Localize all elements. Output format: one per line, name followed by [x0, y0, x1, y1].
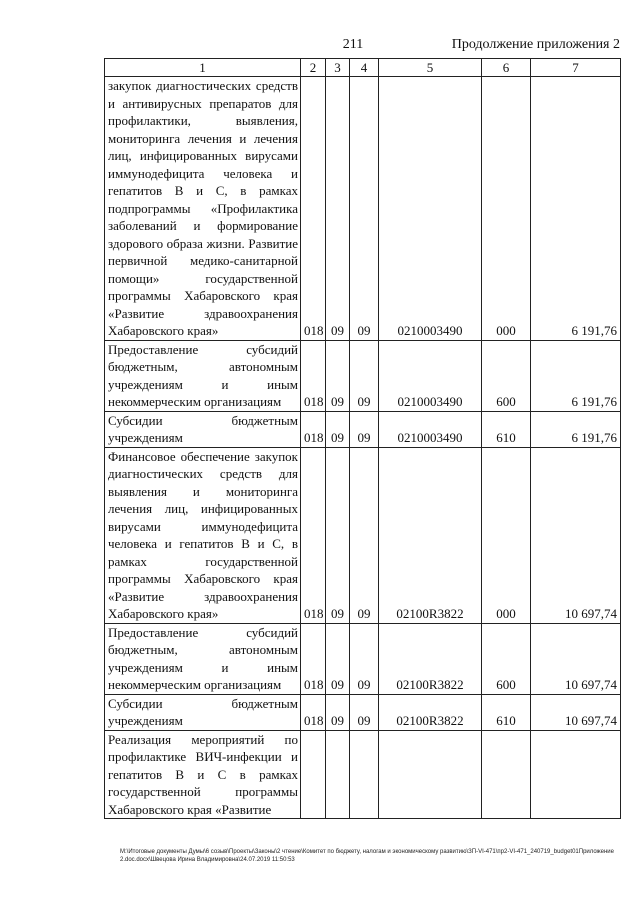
subsection-code: 09 — [350, 623, 379, 694]
page-number: 211 — [342, 37, 364, 52]
expense-type-code: 600 — [482, 623, 531, 694]
expense-type-code: 000 — [482, 77, 531, 341]
amount — [531, 730, 621, 819]
amount: 6 191,76 — [531, 411, 621, 447]
expense-type-code: 610 — [482, 411, 531, 447]
amount: 6 191,76 — [531, 77, 621, 341]
column-header: 3 — [326, 59, 350, 77]
target-article-code: 02100R3822 — [379, 694, 482, 730]
footer-file-path: M:\Итоговые документы Думы\6 созыв\Проекты\Законы\2 чтение\Комитет по бюджету, налогам и экономическому развитию\ЗП-VI-471\пр2-VI-471_240719_budget01Приложение 2.doc.docx\Швецова Ирина Владимировна\24.07.2019 11:50:53 — [120, 849, 614, 863]
amount: 10 697,74 — [531, 447, 621, 623]
amount: 10 697,74 — [531, 623, 621, 694]
ministry-code: 018 — [301, 77, 326, 341]
subsection-code: 09 — [350, 340, 379, 411]
section-code: 09 — [326, 77, 350, 341]
row-description: Финансовое обеспечение закупок диагностических средств для выявления и мониторинга лечения лиц, инфицированных вирусами иммунодефицита человека и гепатитов В и С, в рамках государственной программы Хабаровского края «Развитие здравоохранения Хабаровского края» — [105, 447, 301, 623]
target-article-code — [379, 730, 482, 819]
budget-table — [104, 58, 621, 819]
ministry-code: 018 — [301, 694, 326, 730]
row-description: Реализация мероприятий по профилактике ВИЧ-инфекции и гепатитов В и С в рамках государственной программы Хабаровского края «Развитие — [105, 730, 301, 819]
column-header: 6 — [482, 59, 531, 77]
section-code: 09 — [326, 623, 350, 694]
column-header: 4 — [350, 59, 379, 77]
row-description: закупок диагностических средств и антивирусных препаратов для профилактики, выявления, мониторинга лечения и лечения лиц, инфицированных вирусами иммунодефицита человека и гепатитов В и С, в рамках подпрограммы «Профилактика заболеваний и формирование здорового образа жизни. Развитие первичной медико-санитарной помощи» государственной программы Хабаровского края «Развитие здравоохранения Хабаровского края» — [105, 77, 301, 341]
expense-type-code: 610 — [482, 694, 531, 730]
table-row — [105, 411, 621, 447]
table-row — [105, 694, 621, 730]
column-header: 5 — [379, 59, 482, 77]
section-code: 09 — [326, 411, 350, 447]
column-number-row — [105, 59, 621, 77]
amount: 6 191,76 — [531, 340, 621, 411]
ministry-code — [301, 730, 326, 819]
subsection-code: 09 — [350, 77, 379, 341]
table-row — [105, 623, 621, 694]
row-description: Субсидии бюджетным учреждениям — [105, 694, 301, 730]
column-header: 1 — [105, 59, 301, 77]
subsection-code — [350, 730, 379, 819]
expense-type-code: 000 — [482, 447, 531, 623]
section-code: 09 — [326, 447, 350, 623]
ministry-code: 018 — [301, 340, 326, 411]
table-row — [105, 730, 621, 819]
table-row — [105, 447, 621, 623]
row-description: Субсидии бюджетным учреждениям — [105, 411, 301, 447]
section-code: 09 — [326, 340, 350, 411]
ministry-code: 018 — [301, 447, 326, 623]
continuation-label: Продолжение приложения 2 — [451, 37, 620, 52]
section-code: 09 — [326, 694, 350, 730]
target-article-code: 02100R3822 — [379, 623, 482, 694]
table-row — [105, 340, 621, 411]
target-article-code: 0210003490 — [379, 340, 482, 411]
ministry-code: 018 — [301, 623, 326, 694]
subsection-code: 09 — [350, 411, 379, 447]
row-description: Предоставление субсидий бюджетным, автономным учреждениям и иным некоммерческим организациям — [105, 340, 301, 411]
amount: 10 697,74 — [531, 694, 621, 730]
column-header: 7 — [531, 59, 621, 77]
target-article-code: 0210003490 — [379, 411, 482, 447]
subsection-code: 09 — [350, 447, 379, 623]
expense-type-code: 600 — [482, 340, 531, 411]
section-code — [326, 730, 350, 819]
subsection-code: 09 — [350, 694, 379, 730]
target-article-code: 02100R3822 — [379, 447, 482, 623]
target-article-code: 0210003490 — [379, 77, 482, 341]
expense-type-code — [482, 730, 531, 819]
ministry-code: 018 — [301, 411, 326, 447]
column-header: 2 — [301, 59, 326, 77]
table-row — [105, 77, 621, 341]
row-description: Предоставление субсидий бюджетным, автономным учреждениям и иным некоммерческим организациям — [105, 623, 301, 694]
